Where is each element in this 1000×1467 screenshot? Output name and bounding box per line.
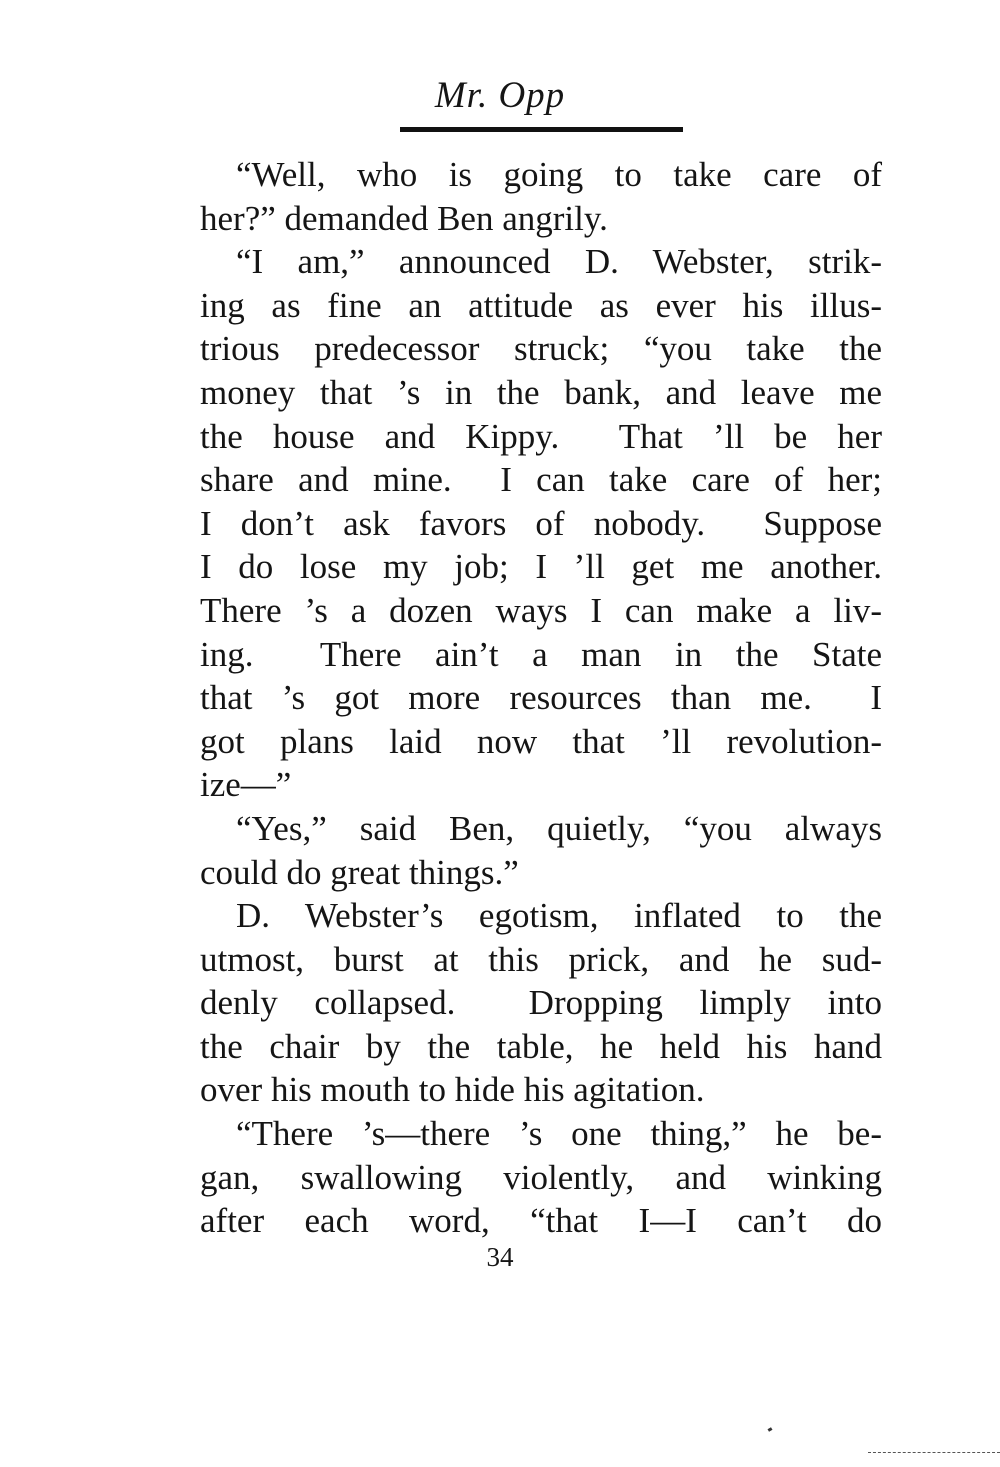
page-number: 34 xyxy=(486,1242,514,1272)
text-line: got plans laid now that ’ll revolution- xyxy=(200,721,882,761)
text-line: trious predecessor struck; “you take the xyxy=(200,329,882,369)
scan-speck xyxy=(768,1427,773,1432)
text-line: could do great things.” xyxy=(200,852,519,892)
text-line: “Well, who is going to take care of xyxy=(236,155,882,194)
text-line: ing as fine an attitude as ever his illus- xyxy=(200,285,882,325)
text-line: I do lose my job; I ’ll get me another. xyxy=(200,547,882,587)
text-line: over his mouth to hide his agitation. xyxy=(200,1070,705,1110)
text-line: gan, swallowing violently, and winking xyxy=(200,1157,882,1197)
scan-artifact-line xyxy=(868,1452,1000,1453)
text-line: There ’s a dozen ways I can make a liv- xyxy=(200,590,882,630)
text-line: “There ’s—there ’s one thing,” he be- xyxy=(236,1114,882,1154)
text-line: “I am,” announced D. Webster, strik- xyxy=(236,242,882,282)
text-line: denly collapsed. Dropping limply into xyxy=(200,983,882,1023)
text-line: the house and Kippy. That ’ll be her xyxy=(200,416,882,456)
body-text xyxy=(200,153,882,1243)
text-line: ize—” xyxy=(200,765,292,805)
head-rule xyxy=(400,127,683,132)
text-line: share and mine. I can take care of her; xyxy=(200,460,882,500)
text-line: ing. There ain’t a man in the State xyxy=(200,634,882,674)
text-line: her?” demanded Ben angrily. xyxy=(200,198,608,238)
text-line: the chair by the table, he held his hand xyxy=(200,1026,882,1066)
text-line: utmost, burst at this prick, and he sud- xyxy=(200,939,882,979)
text-line: I don’t ask favors of nobody. Suppose xyxy=(200,503,882,543)
text-line: that ’s got more resources than me. I xyxy=(200,678,882,718)
text-line: D. Webster’s egotism, inflated to the xyxy=(236,896,882,936)
text-line: “Yes,” said Ben, quietly, “you always xyxy=(236,808,882,848)
text-line: after each word, “that I—I can’t do xyxy=(200,1201,882,1241)
text-line: money that ’s in the bank, and leave me xyxy=(200,372,882,412)
running-head: Mr. Opp xyxy=(434,75,566,116)
